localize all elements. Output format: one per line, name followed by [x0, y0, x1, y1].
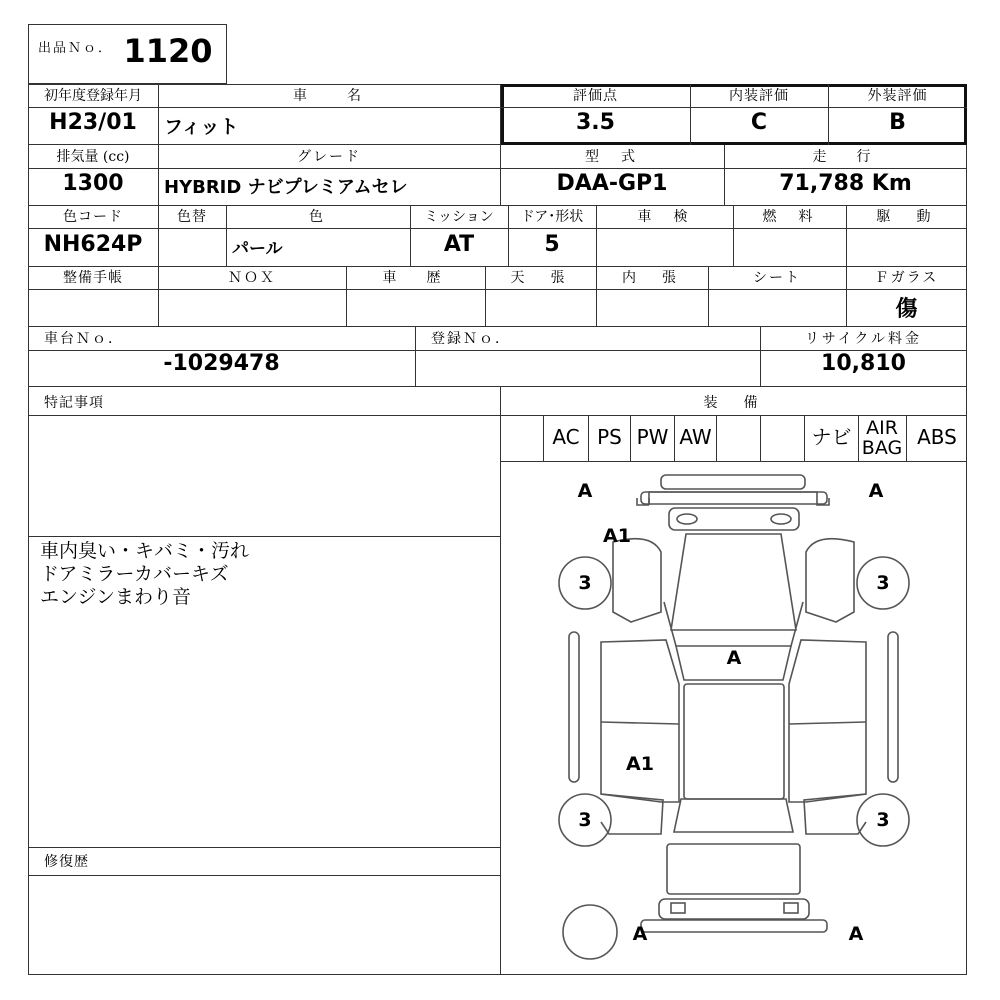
chassis-label: 車台Ｎｏ． [44, 331, 124, 347]
score-label: 評価点 [573, 88, 618, 104]
displacement-value: 1300 [62, 171, 124, 196]
model-value: DAA-GP1 [556, 171, 668, 196]
color-code-value: NH624P [43, 232, 143, 257]
grade-value: HYBRID ナビプレミアムセレ [164, 177, 408, 198]
mark-top-left: A [577, 480, 593, 502]
interior-value: C [750, 110, 768, 135]
recycle-value: 10,810 [821, 351, 906, 376]
interior-label: 内装評価 [729, 88, 789, 104]
equip-navi: ナビ [811, 425, 852, 449]
lot-number: 1120 [123, 32, 213, 70]
fglass-value: 傷 [895, 297, 918, 322]
mileage-label: 走 行 [812, 149, 879, 165]
repair-history-label: 修復歴 [44, 854, 89, 870]
mark-top-right: A [868, 480, 884, 502]
history-label: 車 歴 [382, 270, 449, 286]
model-label: 型 式 [585, 149, 639, 165]
equip-pw: PW [636, 425, 669, 449]
exterior-value: B [889, 110, 906, 135]
mark-bottom-right: A [848, 923, 864, 945]
reg-label: 登録Ｎｏ． [431, 331, 511, 347]
recycle-label: リサイクル料金 [804, 331, 923, 347]
first-reg-label: 初年度登録年月 [44, 88, 142, 104]
mark-bottom-left: A [632, 923, 648, 945]
door-label: ドア･形状 [520, 209, 584, 225]
interior-lining-label: 内 張 [622, 270, 682, 286]
mark-roof-front: A [726, 647, 742, 669]
equip-ps: PS [597, 425, 622, 449]
equipment-label: 装 備 [703, 395, 764, 411]
color-code-label: 色コード [63, 209, 123, 225]
remarks-line: エンジンまわり音 [40, 586, 192, 608]
lot-label: 出品Ｎｏ． [38, 41, 114, 56]
fglass-label: Ｆガラス [874, 270, 939, 286]
inspection-label: 車 検 [637, 209, 692, 225]
nox-label: ＮＯＸ [228, 270, 276, 286]
drive-label: 駆 動 [876, 209, 937, 225]
remarks-line: 車内臭い・キバミ・汚れ [40, 540, 250, 562]
remarks-label: 特記事項 [44, 395, 104, 411]
car-name-label: 車 名 [293, 88, 365, 104]
remarks-line: ドアミラーカバーキズ [40, 563, 229, 585]
mileage-value: 71,788 Km [779, 171, 912, 196]
grade-label: グレード [297, 149, 361, 165]
color-label: 色 [309, 209, 327, 225]
score-value: 3.5 [576, 110, 615, 135]
remarks-list [40, 540, 490, 609]
chassis-value: -1029478 [163, 351, 280, 376]
exterior-label: 外装評価 [867, 88, 928, 104]
mark-rear-right-tire: 3 [876, 809, 890, 831]
mark-rear-left-tire: 3 [578, 809, 592, 831]
mark-front-pillar: A1 [603, 525, 631, 547]
mark-side-left: A1 [626, 753, 654, 775]
equip-airbag: AIR BAG [861, 417, 903, 459]
seat-label: シート [753, 270, 801, 286]
first-reg-value: H23/01 [49, 110, 137, 135]
door-value: 5 [544, 232, 560, 257]
car-diagram [501, 462, 966, 974]
equip-abs: ABS [917, 425, 957, 449]
color-value: パール [232, 239, 283, 259]
equip-ac: AC [552, 425, 580, 449]
mark-front-right-tire: 3 [876, 572, 890, 594]
mark-front-left-tire: 3 [578, 572, 592, 594]
roof-label: 天 張 [510, 270, 571, 286]
mission-value: AT [443, 232, 475, 257]
maintenance-label: 整備手帳 [63, 270, 123, 286]
color-change-label: 色替 [177, 209, 207, 225]
fuel-label: 燃 料 [762, 209, 817, 225]
displacement-label: 排気量 (cc) [56, 149, 130, 165]
car-name-value: フィット [164, 116, 239, 138]
mission-label: ミッション [424, 209, 494, 225]
equip-aw: AW [679, 425, 712, 449]
